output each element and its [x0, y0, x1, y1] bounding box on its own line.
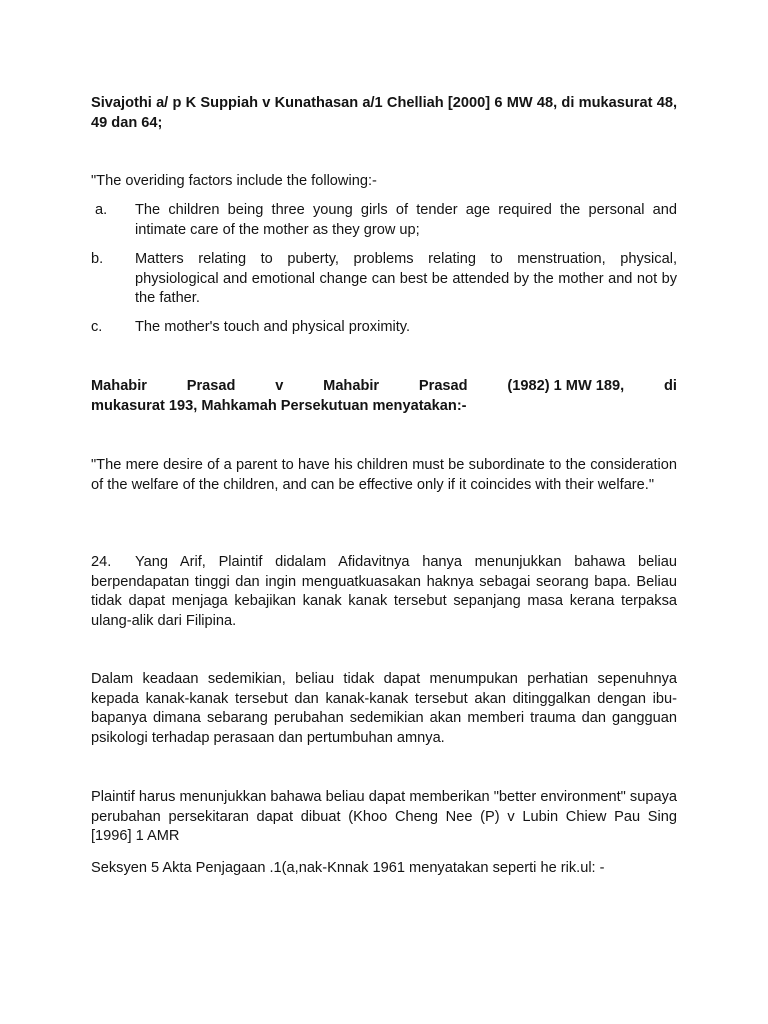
case-heading-mahabir [91, 377, 677, 416]
paragraph-text: Yang Arif, Plaintif didalam Afidavitnya hanya menunjukkan bahawa beliau berpendapatan tinggi dan ingin menguatkuasakan haknya sebagai seorang bapa. Beliau tidak dapat menjaga kebajikan kanak kanak tersebut sepanjang masa kerana terpaksa ulang-alik dari Filipina. [91, 554, 677, 629]
heading-word: Mahabir [323, 378, 380, 394]
mahabir-quote: "The mere desire of a parent to have his children must be subordinate to the consideration of the welfare of the children, and can be effective only if it coincides with their welfare." [91, 457, 677, 493]
list-item-text: The mother's touch and physical proximity. [135, 319, 411, 335]
list-item-label: a. [91, 202, 108, 218]
case-heading-sivajothi: Sivajothi a/ p K Suppiah v Kunathasan a/1 Chelliah [2000] 6 MW 48, di mukasurat 48, 49 dan 64; [91, 95, 677, 131]
paragraph-dalam: Dalam keadaan sedemikian, beliau tidak dapat menumpukan perhatian sepenuhnya kepada kanak-kanak tersebut dan kanak-kanak tersebut akan ditinggalkan dengan ibu-bapanya dimana sebarang perubahan sedemikian akan memberi trauma dan gangguan psikologi terhadap perasaan dan pertumbuhan amnya. [91, 671, 677, 746]
list-item-label: b. [91, 251, 104, 267]
list-item [91, 318, 677, 338]
quote-intro: "The overiding factors include the following:- [91, 173, 377, 189]
list-item-text: The children being three young girls of tender age required the personal and intimate care of the mother as they grow up; [135, 202, 677, 238]
paragraph-plaintif: Plaintif harus menunjukkan bahawa beliau dapat memberikan "better environment" supaya perubahan persekitaran dapat dibuat (Khoo Cheng Nee (P) v Lubin Chiew Pau Sing [1996] 1 AMR [91, 789, 677, 845]
case-heading-line-2: mukasurat 193, Mahkamah Persekutuan menyatakan:- [91, 397, 467, 414]
heading-word: (1982) 1 MW 189, [507, 378, 625, 394]
heading-word: v [275, 378, 284, 394]
list-item [91, 250, 677, 309]
paragraph-seksyen: Seksyen 5 Akta Penjagaan .1(a,nak-Knnak 1961 menyatakan seperti he rik.ul: - [91, 860, 605, 876]
heading-word: di [664, 378, 677, 394]
paragraph-24 [91, 553, 677, 631]
list-item [91, 201, 677, 240]
heading-word: Prasad [418, 378, 468, 394]
list-item-text: Matters relating to puberty, problems relating to menstruation, physical, physiological and emotional change can best be attended by the mother and not by the father. [135, 251, 677, 307]
list-item-label: c. [91, 319, 103, 335]
heading-word: Prasad [186, 378, 236, 394]
heading-word: Mahabir [91, 378, 147, 394]
paragraph-number: 24. [91, 554, 112, 570]
case-heading-line-1 [91, 377, 677, 397]
